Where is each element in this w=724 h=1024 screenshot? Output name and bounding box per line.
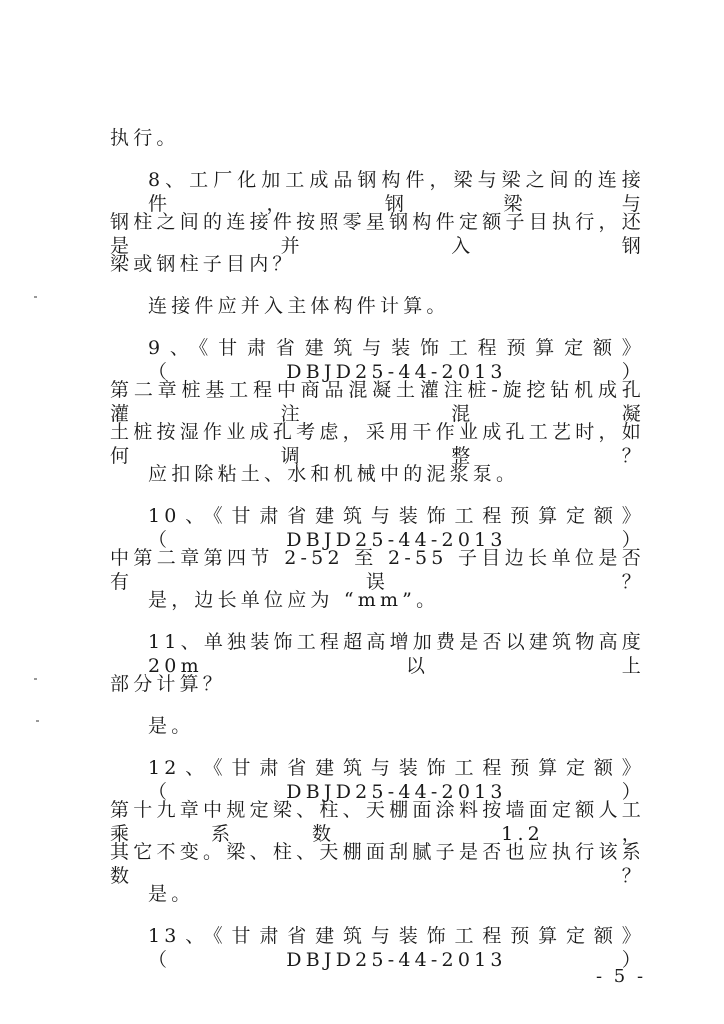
- text-line-20: 13、《甘肃省建筑与装饰工程预算定额》（DBJD25-44-2013）: [148, 925, 645, 971]
- text-line-17: 第十九章中规定梁、柱、天棚面涂料按墙面定额人工乘系数 1.2，: [110, 799, 645, 845]
- margin-dot: [34, 678, 37, 680]
- text-line-16: 12、《甘肃省建筑与装饰工程预算定额》（DBJD25-44-2013）: [148, 757, 645, 803]
- text-line-3: 钢柱之间的连接件按照零星钢构件定额子目执行，还是并入钢: [110, 211, 645, 257]
- text-line-12: 是，边长单位应为 “mm”。: [148, 589, 440, 611]
- text-line-4: 梁或钢柱子目内？: [110, 253, 296, 275]
- text-line-11: 中第二章第四节 2-52 至 2-55 子目边长单位是否有误？: [110, 547, 645, 593]
- page-number: - 5 -: [596, 966, 647, 987]
- text-line-8: 土桩按湿作业成孔考虑，采用干作业成孔工艺时，如何调整？: [110, 421, 645, 467]
- text-line-7: 第二章桩基工程中商品混凝土灌注桩-旋挖钻机成孔灌注混凝: [110, 379, 645, 425]
- text-line-10: 10、《甘肃省建筑与装饰工程预算定额》（DBJD25-44-2013）: [148, 505, 645, 551]
- text-line-6: 9、《甘肃省建筑与装饰工程预算定额》（DBJD25-44-2013）: [148, 337, 645, 383]
- text-line-1: 执行。: [110, 127, 180, 149]
- text-line-13: 11、单独装饰工程超高增加费是否以建筑物高度 20m 以上: [148, 631, 645, 677]
- text-line-19: 是。: [148, 883, 195, 905]
- text-line-15: 是。: [148, 715, 195, 737]
- text-line-9: 应扣除粘土、水和机械中的泥浆泵。: [148, 463, 520, 485]
- margin-dot: [36, 720, 39, 722]
- text-line-5: 连接件应并入主体构件计算。: [148, 295, 450, 317]
- text-line-14: 部分计算？: [110, 673, 227, 695]
- margin-dot: [34, 296, 37, 298]
- text-line-2: 8、工厂化加工成品钢构件，梁与梁之间的连接件，钢梁与: [148, 169, 645, 215]
- text-line-18: 其它不变。梁、柱、天棚面刮腻子是否也应执行该系数？: [110, 841, 645, 887]
